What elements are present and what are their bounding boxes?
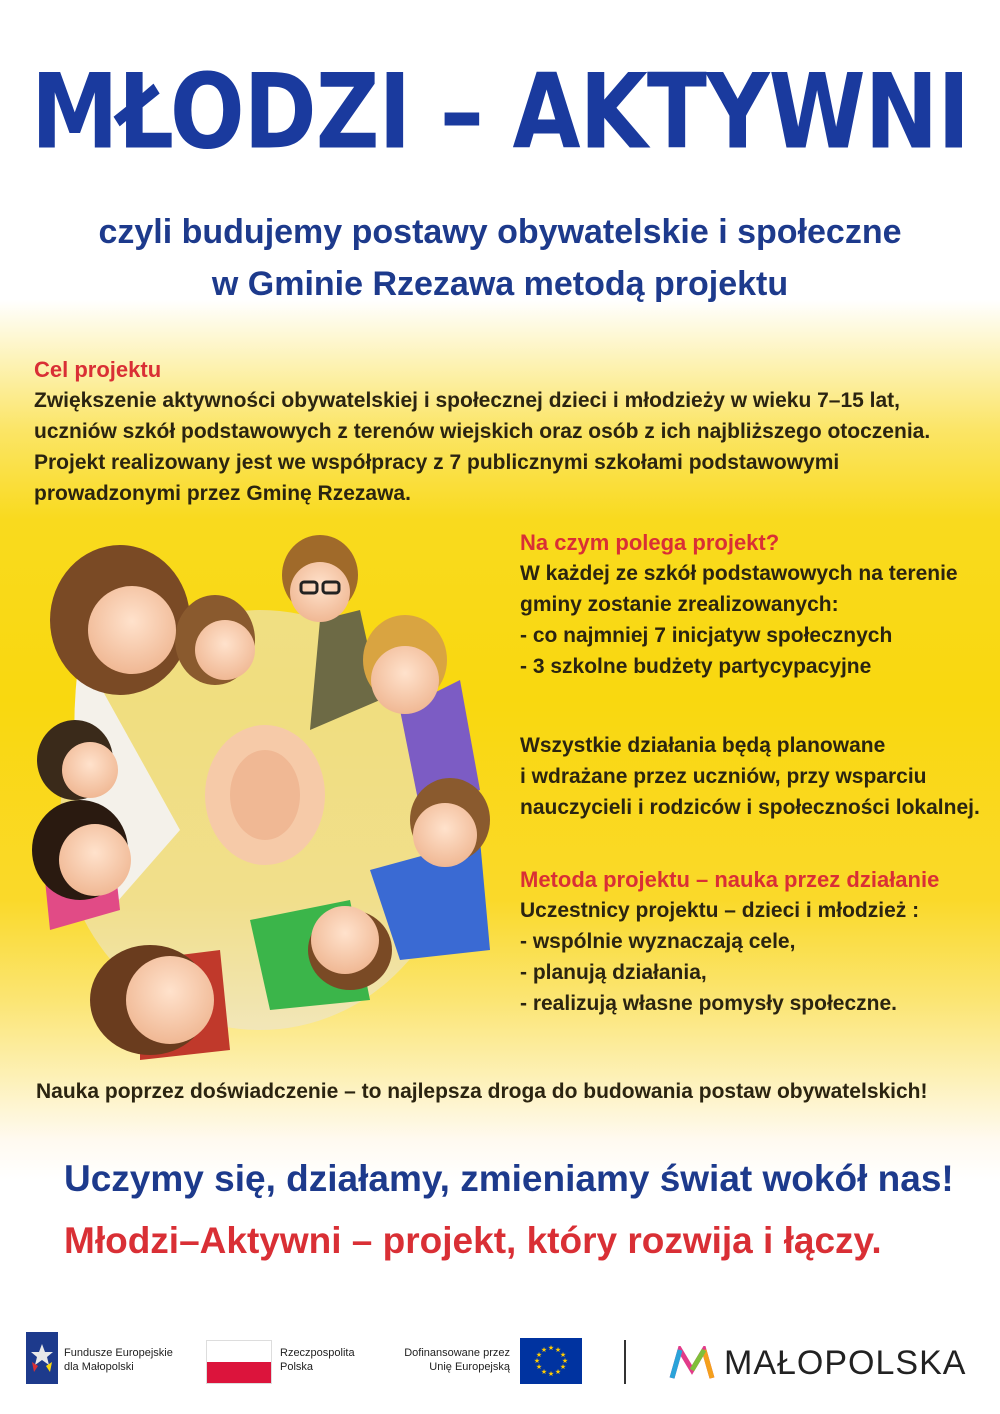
- svg-text:★: ★: [533, 1357, 541, 1365]
- czym-heading: Na czym polega projekt?: [520, 530, 780, 555]
- eu-flag-icon: [520, 1338, 582, 1384]
- metoda-heading: Metoda projektu – nauka przez działanie: [520, 867, 940, 892]
- slogan-blue: Uczymy się, działamy, zmieniamy świat wokół nas!: [64, 1158, 954, 1199]
- wszystkie-line-1: Wszystkie działania będą planowane: [520, 734, 886, 757]
- ue-line-2: Unię Europejską: [429, 1361, 510, 1373]
- slogan-red: Młodzi–Aktywni – projekt, który rozwija i łączy.: [64, 1220, 882, 1261]
- fe-logo-text: [64, 1346, 173, 1374]
- czym-line-4: - 3 szkolne budżety partycypacyjne: [520, 655, 872, 678]
- malopolska-logo-icon: [668, 1346, 716, 1380]
- rp-line-2: Polska: [280, 1361, 314, 1373]
- svg-text:★: ★: [535, 1363, 543, 1371]
- section-wszystkie-dzialania: [520, 730, 980, 823]
- malopolska-wordmark: MAŁOPOLSKA: [724, 1344, 967, 1382]
- footer-logos: [0, 1320, 1000, 1400]
- poster-title: MŁODZI – AKTYWNI: [30, 50, 970, 173]
- metoda-line-3: - planują działania,: [520, 961, 707, 984]
- czym-line-2: gminy zostanie zrealizowanych:: [520, 593, 839, 616]
- cel-heading: Cel projektu: [34, 357, 162, 382]
- subtitle-line-2: w Gminie Rzezawa metodą projektu: [211, 265, 789, 303]
- nauka-statement: Nauka poprzez doświadczenie – to najlepsza droga do budowania postaw obywatelskich!: [36, 1080, 928, 1103]
- cel-line-3: Projekt realizowany jest we współpracy z 7 publicznymi szkołami podstawowymi: [34, 451, 840, 474]
- rp-logo-text: [280, 1346, 355, 1374]
- section-metoda-projektu: [520, 864, 939, 1019]
- ue-logo-text: [380, 1346, 510, 1374]
- rp-line-1: Rzeczpospolita: [280, 1347, 355, 1359]
- svg-text:★: ★: [561, 1357, 569, 1365]
- cel-line-1: Zwiększenie aktywności obywatelskiej i społecznej dzieci i młodzieży w wieku 7–15 lat,: [34, 389, 901, 412]
- cel-line-2: uczniów szkół podstawowych z terenów wiejskich oraz osób z ich najbliższego otoczenia.: [34, 420, 931, 443]
- svg-text:★: ★: [559, 1363, 567, 1371]
- wszystkie-line-3: nauczycieli i rodziców i społeczności lokalnej.: [520, 796, 980, 819]
- svg-text:★: ★: [559, 1351, 567, 1359]
- metoda-line-2: - wspólnie wyznaczają cele,: [520, 930, 796, 953]
- svg-text:★: ★: [540, 1368, 548, 1376]
- czym-line-1: W każdej ze szkół podstawowych na terenie: [520, 562, 958, 585]
- fe-line-1: Fundusze Europejskie: [64, 1347, 173, 1359]
- ue-line-1: Dofinansowane przez: [404, 1347, 510, 1359]
- svg-text:★: ★: [540, 1346, 548, 1354]
- poster-subtitle: [0, 206, 1000, 310]
- czym-line-3: - co najmniej 7 inicjatyw społecznych: [520, 624, 893, 647]
- footer-divider: [624, 1340, 626, 1384]
- svg-text:★: ★: [554, 1368, 562, 1376]
- metoda-line-4: - realizują własne pomysły społeczne.: [520, 992, 897, 1015]
- poland-flag-icon: [206, 1340, 272, 1384]
- cel-line-4: prowadzonymi przez Gminę Rzezawa.: [34, 482, 411, 505]
- fe-line-2: dla Małopolski: [64, 1361, 134, 1373]
- fundusze-europejskie-logo-icon: [26, 1332, 58, 1384]
- metoda-line-1: Uczestnicy projektu – dzieci i młodzież :: [520, 899, 920, 922]
- section-na-czym-polega: [520, 527, 958, 682]
- section-cel-projektu: [34, 354, 930, 509]
- svg-text:★: ★: [535, 1351, 543, 1359]
- children-circle-photo: [20, 530, 500, 1070]
- subtitle-line-1: czyli budujemy postawy obywatelskie i społeczne: [98, 213, 902, 251]
- svg-text:★: ★: [554, 1346, 562, 1354]
- svg-text:★: ★: [547, 1370, 555, 1378]
- svg-text:★: ★: [547, 1344, 555, 1352]
- wszystkie-line-2: i wdrażane przez uczniów, przy wsparciu: [520, 765, 927, 788]
